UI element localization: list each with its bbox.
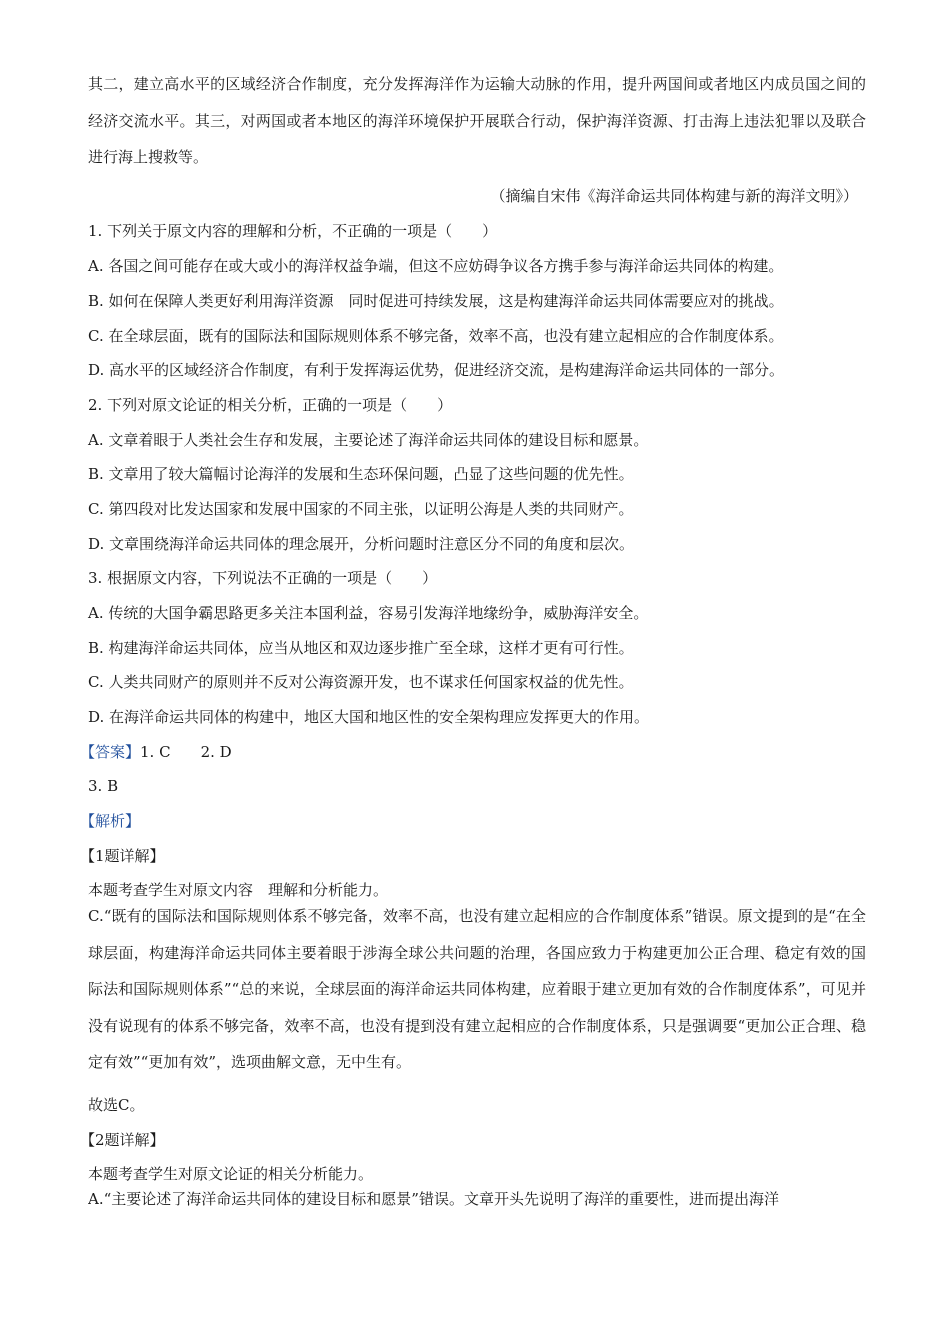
- q1-detail-title: 【1题详解】: [80, 847, 165, 865]
- q1-detail-body: C.“既有的国际法和国际规则体系不够完备，效率不高，也没有建立起相应的合作制度体系”错误。原文提到的是“在全球层面，构建海洋命运共同体主要着眼于涉海全球公共问题的治理，各国应致力于构建更加公正合理、稳定有效的国际法和国际规则体系”“总的来说，全球层面的海洋命运共同体构建，应着眼于建立更加有效的合作制度体系”，可见并没有说现有的体系不够完备，效率不高，也没有提到没有建立起相应的合作制度体系，只是强调要“更加公正合理、稳定有效”“更加有效”，选项曲解文意，无中生有。: [88, 907, 866, 1071]
- question-3-option-b: B. 构建海洋命运共同体，应当从地区和双边逐步推广至全球，这样才更有可行性。: [88, 639, 634, 657]
- q2-detail-intro: 本题考查学生对原文论证的相关分析能力。: [88, 1165, 374, 1183]
- question-1-stem: 1. 下列关于原文内容的理解和分析，不正确的一项是（ ）: [88, 222, 498, 240]
- question-3-stem: 3. 根据原文内容，下列说法不正确的一项是（ ）: [88, 569, 438, 587]
- source-citation: （摘编自宋伟《海洋命运共同体构建与新的海洋文明》）: [490, 187, 858, 205]
- intro-paragraph: 其二，建立高水平的区域经济合作制度，充分发挥海洋作为运输大动脉的作用，提升两国间或者地区内成员国之间的经济交流水平。其三，对两国或者本地区的海洋环境保护开展联合行动，保护海洋资源、打击海上违法犯罪以及联合进行海上搜救等。: [88, 75, 866, 166]
- question-3-option-a: A. 传统的大国争霸思路更多关注本国利益，容易引发海洋地缘纷争，威胁海洋安全。: [88, 604, 649, 622]
- question-2-option-a: A. 文章着眼于人类社会生存和发展，主要论述了海洋命运共同体的建设目标和愿景。: [88, 431, 649, 449]
- q1-detail-intro: 本题考查学生对原文内容 理解和分析能力。: [88, 881, 389, 899]
- question-3-option-d: D. 在海洋命运共同体的构建中，地区大国和地区性的安全架构理应发挥更大的作用。: [88, 708, 650, 726]
- question-2-stem: 2. 下列对原文论证的相关分析，正确的一项是（ ）: [88, 396, 453, 414]
- answer-1: 1. C: [140, 743, 171, 761]
- answer-tag: 【答案】: [80, 743, 141, 761]
- q2-detail-body: A.“主要论述了海洋命运共同体的建设目标和愿景”错误。文章开头先说明了海洋的重要性，进而提出海洋: [88, 1190, 779, 1208]
- question-1-option-d: D. 高水平的区域经济合作制度，有利于发挥海运优势，促进经济交流，是构建海洋命运共同体的一部分。: [88, 361, 785, 379]
- question-2-option-b: B. 文章用了较大篇幅讨论海洋的发展和生态环保问题，凸显了这些问题的优先性。: [88, 465, 634, 483]
- analysis-tag: 【解析】: [80, 812, 141, 830]
- question-2-option-d: D. 文章围绕海洋命运共同体的理念展开，分析问题时注意区分不同的角度和层次。: [88, 535, 635, 553]
- answer-line: [80, 742, 870, 762]
- answer-3: 3. B: [88, 777, 119, 795]
- question-3-option-c: C. 人类共同财产的原则并不反对公海资源开发，也不谋求任何国家权益的优先性。: [88, 673, 634, 691]
- question-2-option-c: C. 第四段对比发达国家和发展中国家的不同主张，以证明公海是人类的共同财产。: [88, 500, 634, 518]
- question-1-option-b: B. 如何在保障人类更好利用海洋资源 同时促进可持续发展，这是构建海洋命运共同体需要应对的挑战。: [88, 292, 784, 310]
- question-1-option-c: C. 在全球层面，既有的国际法和国际规则体系不够完备，效率不高，也没有建立起相应的合作制度体系。: [88, 327, 784, 345]
- q2-detail-title: 【2题详解】: [80, 1131, 165, 1149]
- question-1-option-a: A. 各国之间可能存在或大或小的海洋权益争端，但这不应妨碍争议各方携手参与海洋命运共同体的构建。: [88, 257, 784, 275]
- answer-2: 2. D: [200, 743, 232, 761]
- q1-conclusion: 故选C。: [88, 1096, 145, 1114]
